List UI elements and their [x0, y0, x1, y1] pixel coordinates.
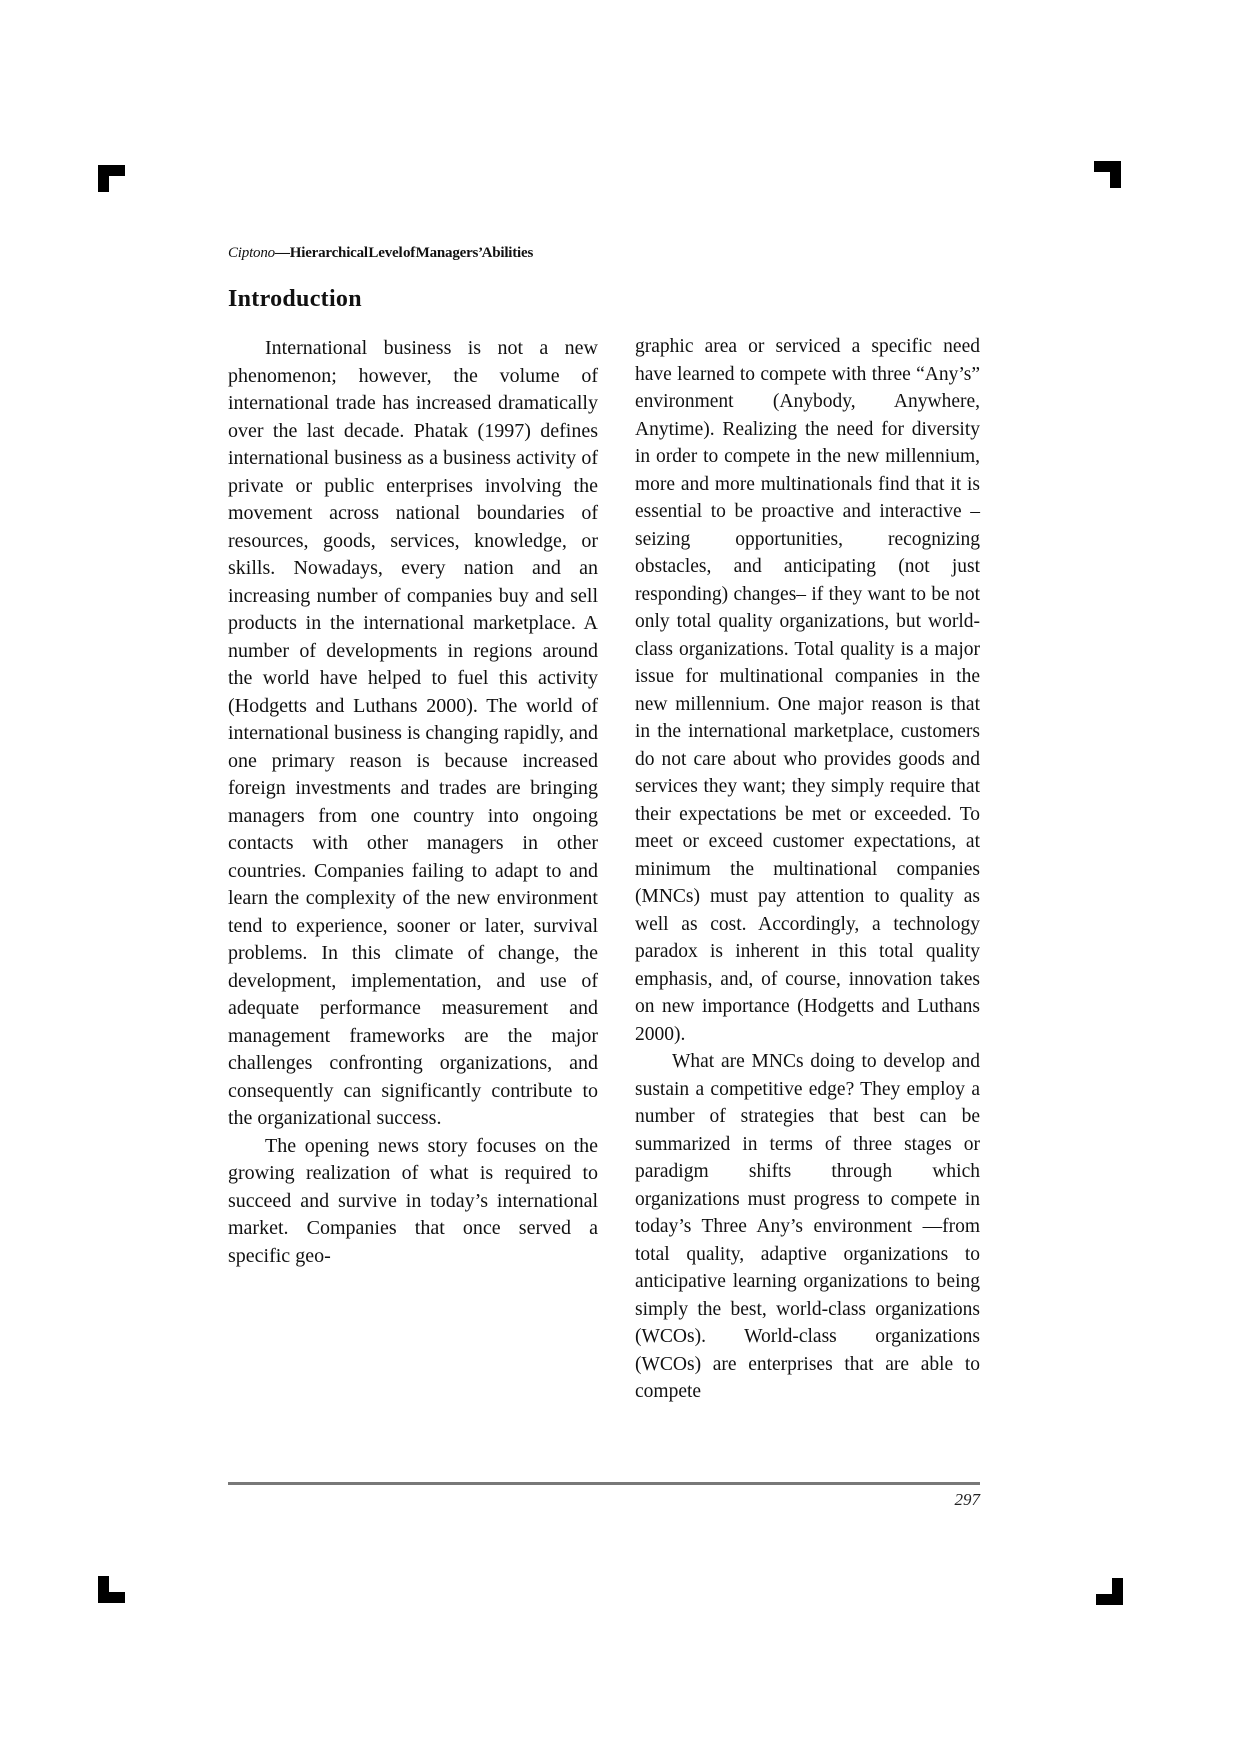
- two-column-text: [228, 286, 980, 1406]
- running-head-author: Ciptono: [228, 245, 275, 261]
- page-number: 297: [954, 1490, 980, 1509]
- footer-rule: [228, 1482, 980, 1485]
- paragraph-right-2: What are MNCs doing to develop and sustain a competitive edge? They employ a number of strategies that best can be summarized in terms of three stages or paradigm shifts through which organizations must progress to compete in today’s Three Any’s environment —from total quality, adaptive organizations to anticipative learning organizations to being simply the best, world-class organizations (WCOs). World-class organizations (WCOs) are enterprises that are able to compete: [635, 1051, 980, 1402]
- running-head: [228, 245, 980, 262]
- section-heading: Introduction: [228, 286, 362, 312]
- crop-mark-bottom-right: [1096, 1578, 1123, 1605]
- crop-mark-notch: [109, 1576, 125, 1592]
- crop-mark-notch: [1094, 172, 1110, 188]
- paragraph-right-1: graphic area or serviced a specific need have learned to compete with three “Any’s” environment (Anybody, Anywhere, Anytime). Realizing the need for diversity in order to compete in the new millennium, more and more multinationals find that it is essential to be proactive and interactive –seizing opportunities, recognizing obstacles, and anticipating (not just responding) changes– if they want to be not only total quality organizations, but world-class organizations. Total quality is a major issue for multinational companies in the new millennium. One major reason is that in the international marketplace, customers do not care about who provides goods and services they want; they simply require that their expectations be met or exceeded. To meet or exceed customer expectations, at minimum the multinational companies (MNCs) must pay attention to quality as well as cost. Accordingly, a technology paradox is inherent in this total quality emphasis, and, of course, innovation takes on new importance (Hodgetts and Luthans 2000).: [635, 336, 980, 1045]
- running-head-title: —Hierarchical Level of Managers’ Abilities: [274, 245, 534, 261]
- crop-mark-top-right: [1094, 161, 1121, 188]
- crop-mark-notch: [1096, 1578, 1112, 1594]
- column-left: [228, 286, 598, 1406]
- page-content: [228, 245, 980, 1406]
- paragraph-left-2: The opening news story focuses on the growing realization of what is required to succeed and survive in today’s international market. Companies that once served a specific geo-: [228, 1134, 598, 1267]
- crop-mark-bottom-left: [98, 1576, 125, 1603]
- crop-mark-top-left: [98, 165, 125, 192]
- column-right: [635, 286, 980, 1406]
- crop-mark-notch: [109, 176, 125, 192]
- paragraph-left-1: International business is not a new phenomenon; however, the volume of international trade has increased dramatically over the last decade. Phatak (1997) defines international business as a business activity of private or public enterprises involving the movement across national boundaries of resources, goods, services, knowledge, or skills. Nowadays, every nation and an increasing number of companies buy and sell products in the international marketplace. A number of developments in regions around the world have helped to fuel this activity (Hodgetts and Luthans 2000). The world of international business is changing rapidly, and one primary reason is because increased foreign investments and trades are bringing managers from one country into ongoing contacts with other managers in other countries. Companies failing to adapt to and learn the complexity of the new environment tend to experience, sooner or later, survival problems. In this climate of change, the development, implementation, and use of adequate performance measurement and management frameworks are the major challenges confronting organizations, and consequently can significantly contribute to the organizational success.: [228, 337, 598, 1129]
